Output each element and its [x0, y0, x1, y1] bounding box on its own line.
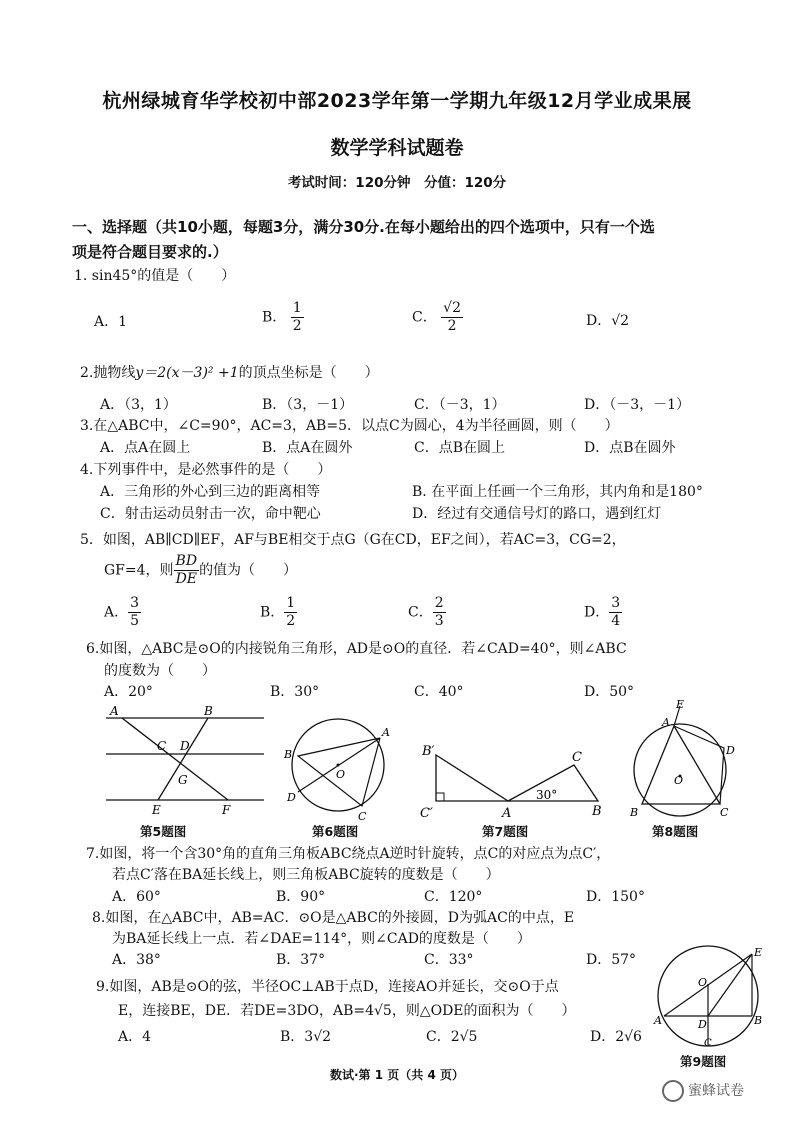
fig5-line-af: [122, 718, 228, 800]
q8-option-b: B．37°: [276, 952, 326, 968]
q2-option-b: B．（3，－1）: [262, 397, 354, 413]
q1-option-d: [586, 310, 629, 330]
q5-d-fraction: [609, 595, 622, 630]
q5-stem-line2: [104, 553, 297, 588]
fig7-label-b: B: [592, 804, 602, 819]
q7-stem-line2: 若点C′落在BA延长线上，则三角板ABC旋转的度数是（ ）: [112, 867, 500, 883]
q1-d-value: √2: [611, 313, 630, 329]
q6-option-b: B．30°: [270, 684, 320, 700]
q5-stem-num: BD: [175, 553, 198, 569]
figure-5: [100, 700, 270, 820]
exam-title: 杭州绿城育华学校初中部2023学年第一学期九年级12月学业成果展: [102, 90, 692, 112]
q8-stem-line1: 8.如图，在△ABC中，AB=AC．⊙O是△ABC的外接圆，D为弧AC的中点，E: [92, 910, 575, 926]
q5-c-fraction: [433, 595, 446, 630]
q5-stem-b: 的值为（ ）: [199, 562, 298, 579]
q2-option-a: A．（3，1）: [100, 397, 177, 413]
q8-option-c: C．33°: [424, 952, 474, 968]
q5-d-label: D．: [584, 604, 610, 621]
q2-formula: y＝2(x－3)² +1: [135, 365, 239, 381]
fig8-circle: [634, 724, 726, 816]
q5-b-fraction: [284, 595, 297, 630]
q9-option-b: B．3√2: [280, 1029, 332, 1045]
page-footer: 数试·第 1 页（共 4 页）: [330, 1068, 464, 1082]
q1-b-den: 2: [292, 318, 302, 334]
watermark: [662, 1080, 744, 1102]
q2-stem-a: 2.抛物线: [80, 365, 136, 381]
q5-stem-den: DE: [175, 571, 198, 587]
q5-stem-fraction: [174, 553, 200, 588]
fig7-label-c: C: [572, 750, 582, 765]
figure-9: [650, 940, 770, 1052]
q3-option-d: D．点B在圆外: [584, 440, 676, 456]
exam-info: 考试时间：120分钟 分值：120分: [287, 175, 507, 191]
fig6-label-o: O: [336, 768, 346, 781]
q1-option-b: [262, 300, 304, 335]
q2-stem: [80, 362, 379, 382]
q5-a-label: A．: [104, 604, 129, 621]
q1-d-label: D．: [586, 313, 612, 329]
fig8-label-b: B: [630, 806, 639, 819]
q5-b-num: 1: [286, 595, 296, 611]
figure-6: [278, 708, 398, 824]
fig9-label-b: B: [754, 1014, 763, 1027]
q5-option-d: [584, 595, 622, 630]
fig7-label-b-prime: B′: [422, 744, 435, 759]
fig5-caption: 第5题图: [140, 824, 187, 839]
fig5-label-e: E: [152, 803, 161, 817]
fig7-label-c-prime: C′: [420, 806, 433, 821]
figure-7: [412, 735, 612, 825]
q5-stem-line1: 5．如图，AB∥CD∥EF，AF与BE相交于点G（G在CD，EF之间），若AC=3，CG=2，: [80, 532, 626, 548]
q4-option-d: D．经过有交通信号灯的路口，遇到红灯: [412, 506, 662, 522]
q5-a-fraction: [128, 595, 141, 630]
fig6-caption: 第6题图: [312, 824, 359, 839]
q3-option-b: B．点A在圆外: [262, 440, 353, 456]
fig6-label-c: C: [358, 810, 367, 823]
q2-stem-b: 的顶点坐标是（ ）: [238, 365, 379, 381]
q1-b-fraction: [291, 300, 304, 335]
q3-stem: 3.在△ABC中，∠C=90°，AC=3，AB=5．以点C为圆心，4为半径画圆，则（ ）: [80, 418, 619, 434]
q5-c-num: 2: [434, 595, 444, 611]
q5-option-b: [260, 595, 297, 630]
q4-option-b: B. 在平面上任画一个三角形，其内角和是180°: [412, 484, 703, 500]
fig6-label-a: A: [382, 726, 390, 739]
q9-option-c: C．2√5: [426, 1029, 478, 1045]
q2-option-d: D．（－3，－1）: [584, 397, 691, 413]
q5-c-den: 3: [434, 613, 444, 629]
fig7-right-angle-mark: [436, 793, 444, 801]
fig5-line-be: [158, 718, 208, 800]
q1-b-num: 1: [292, 300, 302, 316]
q6-option-a: A．20°: [104, 684, 153, 700]
q7-option-d: D．150°: [586, 889, 645, 905]
fig7-caption: 第7题图: [482, 824, 529, 839]
fig8-label-o: O: [674, 774, 684, 787]
fig7-label-a: A: [502, 806, 512, 821]
q3-option-c: C．点B在圆上: [414, 440, 505, 456]
q7-option-b: B．90°: [276, 889, 326, 905]
fig9-line-de: [708, 954, 752, 1016]
fig9-caption: 第9题图: [680, 1054, 727, 1069]
fig6-center: [337, 764, 340, 767]
q7-option-c: C．120°: [424, 889, 483, 905]
fig8-label-d: D: [726, 744, 735, 757]
q2-option-c: C．（－3，1）: [414, 397, 506, 413]
fig6-label-b: B: [284, 748, 293, 761]
fig9-label-c: C: [704, 1038, 712, 1049]
section-heading-line1: 一、选择题（共10小题，每题3分，满分30分.在每小题给出的四个选项中，只有一个选: [72, 218, 655, 236]
fig9-label-o: O: [698, 976, 708, 989]
q1-c-den: 2: [447, 318, 457, 334]
q3-option-a: A．点A在圆上: [100, 440, 191, 456]
q1-c-num: √2: [443, 300, 461, 316]
watermark-text: 蜜蜂试卷: [688, 1083, 744, 1099]
q8-stem-line2: 为BA延长线上一点．若∠DAE=114°，则∠CAD的度数是（ ）: [112, 931, 531, 947]
fig5-label-f: F: [222, 803, 231, 817]
q5-d-num: 3: [611, 595, 621, 611]
q6-stem-line1: 6.如图，△ABC是⊙O的内接锐角三角形，AD是⊙O的直径．若∠CAD=40°，则∠ABC: [86, 641, 627, 657]
fig8-triangle-abc: [642, 726, 720, 804]
fig7-triangle-rotated: [436, 755, 508, 801]
q1-b-label: B．: [262, 309, 287, 326]
watermark-logo-icon: [662, 1080, 684, 1102]
fig5-label-b: B: [204, 704, 213, 718]
section-heading-line2: 项是符合题目要求的.）: [72, 243, 228, 261]
q8-option-d: D．57°: [586, 952, 637, 968]
q1-c-fraction: [441, 300, 463, 335]
fig9-label-e: E: [754, 946, 763, 959]
fig5-label-c: C: [157, 739, 167, 753]
q6-option-c: C．40°: [414, 684, 464, 700]
fig8-caption: 第8题图: [652, 824, 699, 839]
q4-option-a: A．三角形的外心到三边的距离相等: [100, 484, 321, 500]
q6-option-d: D．50°: [584, 684, 635, 700]
q4-stem: 4.下列事件中，是必然事件的是（ ）: [80, 462, 332, 478]
exam-subtitle: 数学学科试题卷: [330, 137, 464, 159]
q1-option-c: [412, 300, 463, 335]
q5-option-a: [104, 595, 141, 630]
q5-stem-a: GF=4，则: [104, 562, 174, 579]
q9-option-d: D．2√6: [590, 1029, 642, 1045]
fig9-label-d: D: [698, 1018, 707, 1031]
fig8-label-a: A: [662, 716, 670, 729]
q5-b-label: B．: [260, 604, 285, 621]
figure-8: [628, 698, 748, 824]
q9-option-a: A．4: [118, 1029, 152, 1045]
q5-a-num: 3: [130, 595, 140, 611]
q9-stem-line1: 9.如图，AB是⊙O的弦，半径OC⊥AB于点D，连接AO并延长，交⊙O于点: [96, 979, 559, 995]
q1-stem: 1. sin45°的值是（ ）: [74, 268, 236, 284]
q5-d-den: 4: [611, 613, 621, 629]
q6-stem-line2: 的度数为（ ）: [104, 663, 216, 679]
q4-option-c: C．射击运动员射击一次，命中靶心: [100, 506, 321, 522]
fig5-label-d: D: [180, 739, 190, 753]
q1-c-label: C．: [412, 309, 437, 326]
fig8-label-c: C: [720, 806, 729, 819]
q7-option-a: A．60°: [112, 889, 161, 905]
fig8-label-e: E: [676, 698, 685, 711]
q9-stem-line2: E，连接BE，DE．若DE=3DO，AB=4√5，则△ODE的面积为（ ）: [118, 1003, 576, 1019]
fig5-label-a: A: [110, 704, 119, 718]
q8-option-a: A．38°: [112, 952, 161, 968]
q5-a-den: 5: [130, 613, 140, 629]
q5-b-den: 2: [286, 613, 296, 629]
fig5-label-g: G: [178, 773, 188, 787]
q7-stem-line1: 7.如图，将一个含30°角的直角三角板ABC绕点A逆时针旋转，点C的对应点为点C′，: [86, 846, 611, 862]
q5-option-c: [408, 595, 446, 630]
fig6-label-d: D: [287, 791, 296, 804]
fig7-angle-label: 30°: [536, 788, 558, 802]
fig9-label-a: A: [654, 1014, 662, 1027]
q5-c-label: C．: [408, 604, 433, 621]
q1-option-a: A．1: [94, 314, 128, 330]
